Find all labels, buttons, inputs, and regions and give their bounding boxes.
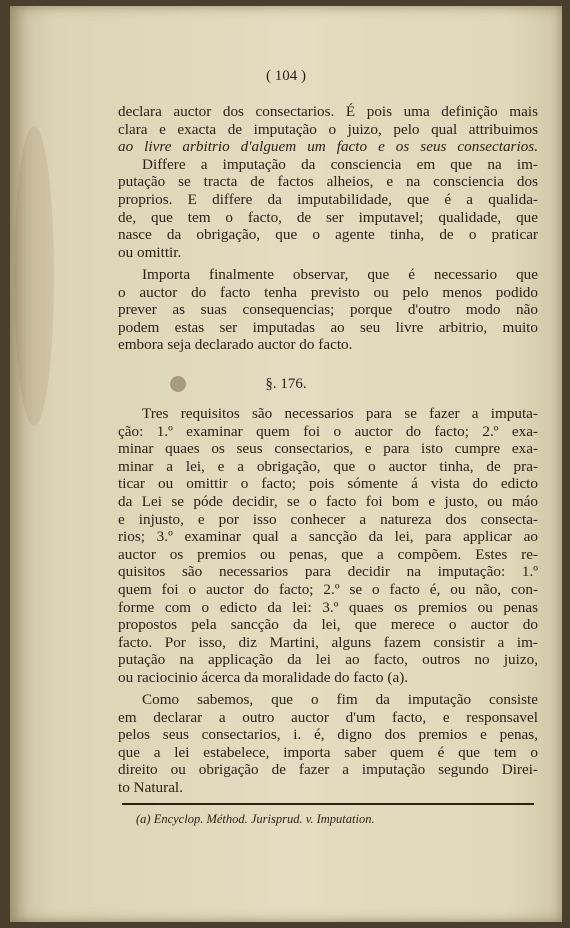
text-line: de, que tem o facto, de ser imputavel; qualidade, que [118, 208, 538, 226]
text-line: minar quaes os seus consectarios, e para isto cumpre exa- [118, 440, 538, 458]
text-line: em declarar a outro auctor d'um facto, e responsavel [118, 708, 538, 726]
text-line: propostos pela sancção da lei, que merece o auctor do [118, 616, 538, 634]
text-line: ou omittir. [118, 243, 182, 261]
text-line: prever as suas consequencias; porque d'outro modo não [118, 301, 538, 319]
text-line: forme com o edicto da lei: 3.º quaes os premios ou penas [118, 598, 538, 616]
text-line: nasce da obrigação, que o agente tinha, de o praticar [118, 226, 538, 244]
text-line: quisitos são necessarios para decidir na imputação: 1.º [118, 563, 538, 581]
text-line: embora seja declarado auctor do facto. [118, 336, 353, 354]
book-page [10, 6, 562, 922]
text-line: putação se tracta de factos alheios, e na consciencia dos [118, 173, 538, 191]
text-line: direito ou obrigação de fazer a imputação segundo Direi- [118, 761, 538, 779]
text-line: Importa finalmente observar, que é necessario que [142, 266, 538, 283]
text-line: proprios. E differe da imputabilidade, que é a qualida- [118, 190, 538, 208]
text-line: rios; 3.º examinar qual a sancção da lei, para applicar ao [118, 528, 538, 546]
footnote-rule [122, 803, 534, 805]
text-line: Differe a imputação da consciencia em que na im- [142, 155, 538, 173]
text-line: pelos seus consectarios, i. é, digno dos premios e penas, [118, 726, 538, 744]
text-line: declara auctor dos consectarios. É pois uma definição mais [118, 103, 538, 120]
text-line: podem estas ser imputadas ao seu livre arbitrio, muito [118, 318, 538, 336]
text-line: clara e exacta de imputação o juizo, pelo qual attribuimos [118, 120, 538, 138]
paragraph-4 [118, 691, 538, 797]
text-line: auctor os premios ou penas, que a compõem. Estes re- [118, 545, 538, 563]
text-line: ção: 1.º examinar quem foi o auctor do facto; 2.º exa- [118, 422, 538, 440]
text-line: to Natural. [118, 778, 183, 796]
text-line: e injusto, e por isso conhecer a natureza dos consecta- [118, 510, 538, 528]
text-line: putação na applicação da lei ao facto, outros no juizo, [118, 651, 538, 669]
text-line: ticar ou omittir o facto; pois sómente á vista do edicto [118, 475, 538, 493]
text-line: ou raciocinio ácerca da moralidade do facto (a). [118, 668, 409, 686]
text-line: que a lei estabelece, importa saber quem é que tem o [118, 743, 538, 761]
paragraph-1 [118, 103, 538, 261]
section-title: §. 176. [265, 376, 307, 392]
text-line: ao livre arbitrio d'alguem um facto e os seus consectarios. [118, 138, 538, 156]
text-line: o auctor do facto tenha previsto ou pelo menos podido [118, 283, 538, 301]
text-line: da Lei se póde decidir, se o facto foi bom e justo, ou máo [118, 492, 538, 510]
paragraph-2 [118, 266, 538, 354]
text-line: facto. Por isso, diz Martini, alguns fazem consistir a im- [118, 633, 538, 651]
page-number: ( 104 ) [266, 68, 306, 84]
text-line: minar a lei, e a obrigação, que o auctor tinha, de pra- [118, 457, 538, 475]
footnote: (a) Encyclop. Méthod. Jurisprud. v. Imputation. [136, 812, 375, 826]
paragraph-3 [118, 405, 538, 687]
text-line: Tres requisitos são necessarios para se fazer a imputa- [142, 405, 538, 422]
text-line: Como sabemos, que o fim da imputação consiste [142, 691, 538, 708]
text-line: quem foi o auctor do facto; 2.º se o facto é, ou não, con- [118, 580, 538, 598]
